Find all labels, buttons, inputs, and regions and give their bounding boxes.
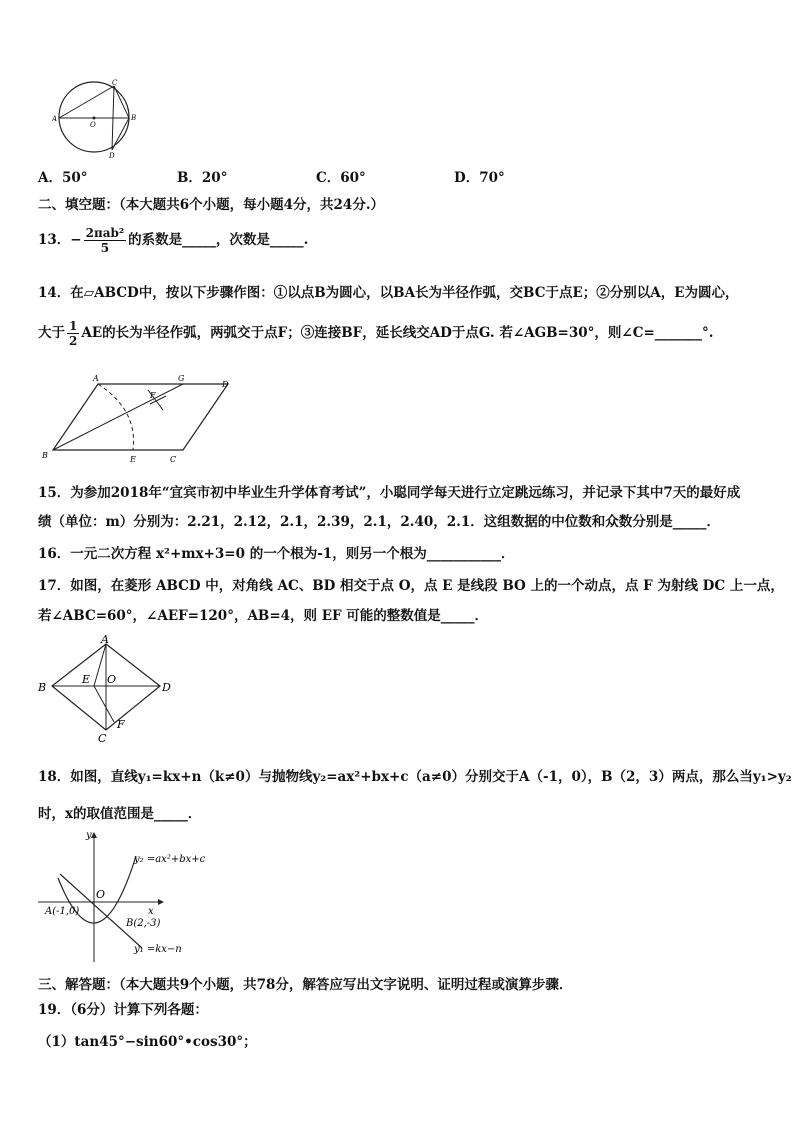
q14-pre: 大于: [38, 325, 65, 341]
label-b: B: [38, 681, 47, 694]
label-x: x: [148, 906, 154, 917]
label-a: A: [101, 634, 109, 646]
choice-b: B．20°: [177, 170, 228, 186]
label-e: E: [82, 673, 91, 686]
question-17-line2: 若∠ABC=60°，∠AEF=120°，AB=4，则 EF 可能的整数值是_____．: [38, 608, 489, 624]
parallelogram-abcd: [53, 384, 228, 450]
parallelogram-figure: [38, 370, 238, 466]
label-y: y: [86, 830, 92, 841]
y-axis-arrow: [91, 832, 97, 838]
q14-post: AE的长为半径作弧，两弧交于点F；③连接BF，延长线交AD于点G. 若∠AGB=30°，则∠C=_______°.: [81, 325, 714, 341]
label-c: C: [112, 79, 118, 87]
label-b: B: [131, 114, 137, 122]
section2-header: 二、填空题：（本大题共6个小题，每小题4分，共24分.）: [38, 197, 385, 213]
question-17-line1: 17．如图，在菱形 ABCD 中，对角线 AC、BD 相交于点 O，点 E 是线段 BO 上的一个动点，点 F 为射线 DC 上一点，: [38, 578, 784, 594]
question-15-line2: 绩（单位：m）分别为：2.21，2.12，2.1，2.39，2.1，2.40，2.1．这组数据的中位数和众数分别是_____．: [38, 514, 721, 530]
segment-ef: [94, 686, 114, 722]
label-e: E: [130, 455, 136, 464]
q13-neg: −: [70, 232, 82, 248]
section3-header: 三、解答题：（本大题共9个小题，共78分，解答应写出文字说明、证明过程或演算步骤．: [38, 977, 573, 993]
q13-frac-num: 2πab²: [85, 226, 125, 240]
center-dot: [93, 117, 96, 120]
segment-ae: [94, 644, 106, 686]
label-d: D: [162, 681, 171, 694]
q14-frac-den: 2: [69, 334, 78, 348]
label-d: D: [109, 152, 115, 160]
choice-a: A．50°: [38, 170, 88, 186]
chord-ac: [59, 86, 114, 118]
label-f: F: [150, 391, 156, 400]
choice-c: C．60°: [316, 170, 366, 186]
label-d: D: [222, 380, 229, 389]
q13-frac-den: 5: [100, 241, 110, 255]
q13-text: 的系数是_____，次数是_____.: [128, 232, 309, 248]
question-14-line2: [38, 319, 713, 348]
q13-fraction: [84, 226, 127, 255]
label-y1: y₁ =kx−n: [134, 944, 182, 955]
label-c: C: [170, 455, 177, 464]
label-a: A: [93, 374, 99, 383]
question-15-line1: 15．为参加2018年“宜宾市初中毕业生升学体育考试”，小聪同学每天进行立定跳远练习，并记录下其中7天的最好成: [38, 485, 741, 501]
question-13: [38, 226, 308, 255]
label-y2: y₂ =ax²+bx+c: [134, 854, 206, 865]
question-19-part1: （1）tan45°−sin60°•cos30°；: [38, 1034, 257, 1050]
arc-ae: [98, 384, 134, 450]
segment-bg: [53, 384, 183, 450]
label-o: O: [96, 888, 106, 901]
q13-number: 13．: [38, 232, 71, 248]
question-18-line2: 时，x的取值范围是_____．: [38, 806, 202, 822]
label-b: B: [42, 451, 48, 460]
chord-bd: [112, 118, 129, 150]
label-c: C: [98, 732, 107, 744]
question-14-line1: 14．在▱ABCD中，按以下步骤作图：①以点B为圆心，以BA长为半径作弧，交BC于点E；②分别以A，E为圆心，: [38, 285, 739, 301]
rhombus-figure: [38, 634, 178, 744]
question-18-line1: 18．如图，直线y₁=kx+n（k≠0）与抛物线y₂=ax²+bx+c（a≠0）分别交于A（-1，0），B（2，3）两点，那么当y₁>y₂: [38, 769, 792, 785]
circle-figure: [52, 78, 142, 160]
label-o: O: [107, 673, 117, 686]
label-g: G: [178, 374, 185, 383]
q14-frac-num: 1: [69, 319, 78, 333]
chord-cb: [114, 86, 129, 118]
choice-d: D．70°: [454, 170, 505, 186]
graph-figure: [38, 828, 238, 964]
label-o: O: [90, 121, 96, 129]
q14-fraction: [67, 319, 79, 348]
question-16: 16．一元二次方程 x²+mx+3=0 的一个根为-1，则另一个根为___________．: [38, 546, 515, 562]
x-axis-arrow: [158, 899, 164, 905]
label-b: B(2,-3): [126, 918, 161, 929]
label-a: A(-1,0): [45, 906, 80, 917]
label-a: A: [52, 115, 58, 123]
label-f: F: [117, 718, 125, 731]
question-19-title: 19．（6分）计算下列各题：: [38, 1002, 208, 1018]
